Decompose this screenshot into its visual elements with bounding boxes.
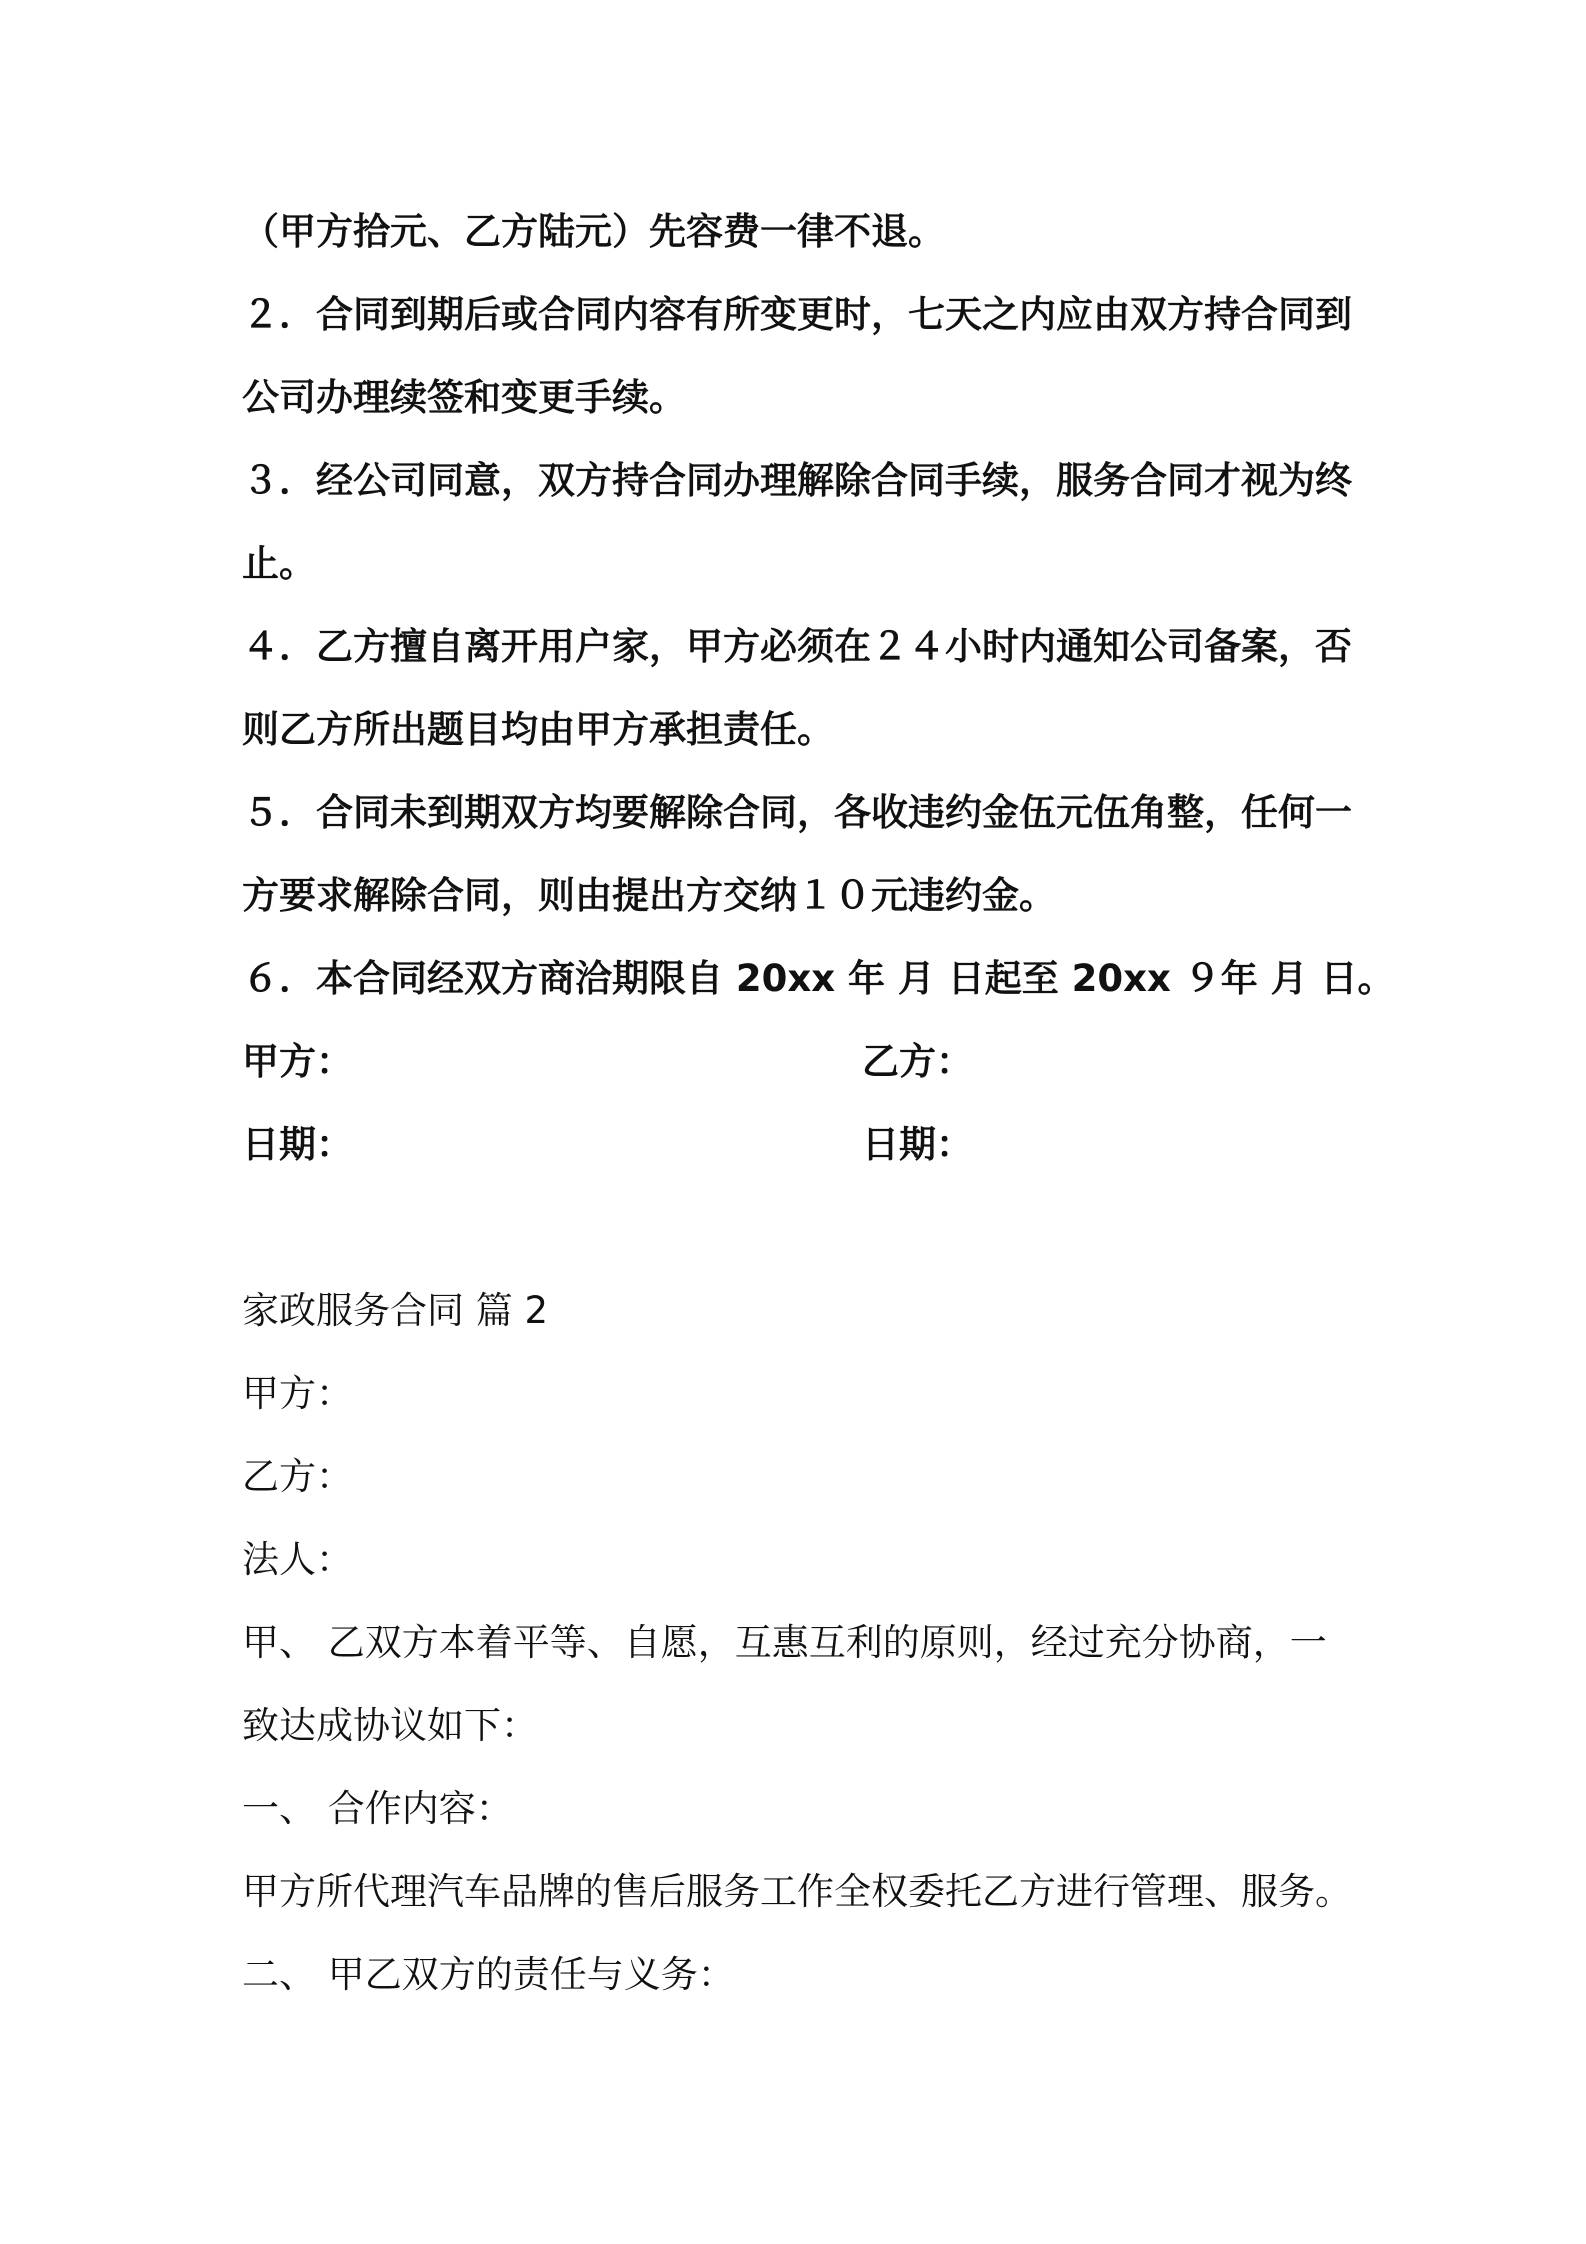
- legal-person-field: 法人：: [242, 1538, 353, 1581]
- intro-line-2: 致达成协议如下：: [242, 1704, 538, 1747]
- clause-4-line-1: ４．乙方擅自离开用户家，甲方必须在２４小时内通知公司备案，否: [242, 625, 1352, 668]
- party-b-field: 乙方：: [242, 1455, 353, 1498]
- clause-3-line-2: 止。: [242, 542, 316, 585]
- signature-party-a: 甲方：: [242, 1040, 353, 1083]
- intro-line-1: 甲、 乙双方本着平等、自愿，互惠互利的原则，经过充分协商，一: [242, 1621, 1327, 1664]
- clause-5-line-1: ５．合同未到期双方均要解除合同，各收违约金伍元伍角整，任何一: [242, 791, 1352, 834]
- signature-party-b: 乙方：: [862, 1040, 973, 1083]
- section-1-heading: 一、 合作内容：: [242, 1787, 513, 1830]
- signature-date-a: 日期：: [242, 1123, 353, 1166]
- clause-6-line: ６．本合同经双方商洽期限自 20xx 年 月 日起至 20xx ９年 月 日。: [242, 957, 1395, 1000]
- clause-2-line-1: ２．合同到期后或合同内容有所变更时，七天之内应由双方持合同到: [242, 293, 1352, 336]
- section-1-body: 甲方所代理汽车品牌的售后服务工作全权委托乙方进行管理、服务。: [242, 1870, 1352, 1913]
- signature-date-b: 日期：: [862, 1123, 973, 1166]
- section-2-heading: 二、 甲乙双方的责任与义务：: [242, 1953, 735, 1996]
- clause-4-line-2: 则乙方所出题目均由甲方承担责任。: [242, 708, 834, 751]
- clause-2-line-2: 公司办理续签和变更手续。: [242, 376, 686, 419]
- party-a-field: 甲方：: [242, 1372, 353, 1415]
- clause-3-line-1: ３．经公司同意，双方持合同办理解除合同手续，服务合同才视为终: [242, 459, 1352, 502]
- paragraph-line: （甲方拾元、乙方陆元）先容费一律不退。: [242, 210, 945, 253]
- clause-5-line-2: 方要求解除合同，则由提出方交纳１０元违约金。: [242, 874, 1056, 917]
- section-title: 家政服务合同 篇 2: [242, 1289, 549, 1332]
